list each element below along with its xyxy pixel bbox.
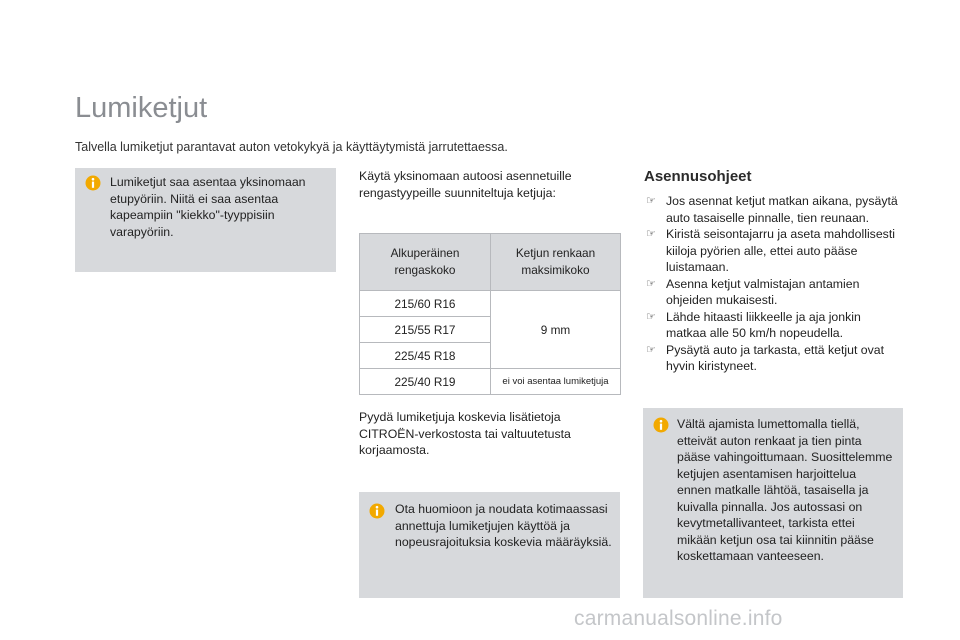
header-max-size: Ketjun renkaan maksimikoko [491,234,621,291]
watermark: carmanualsonline.info [574,607,783,630]
list-item: ☞ Lähde hitaasti liikkeelle ja aja jonkin matkaa alle 50 km/h nopeudella. [646,309,861,340]
tyre-size-cell: 225/45 R18 [360,343,491,369]
pointing-hand-icon: ☞ [646,343,656,356]
max-size-cell: 9 mm [491,291,621,369]
tyre-size-cell: 215/55 R17 [360,317,491,343]
info-text: Ota huomioon ja noudata kotimaassasi annettuja lumiketjujen käyttöä ja nopeusrajoituksia koskevia määräyksiä. [395,502,612,549]
pointing-hand-icon: ☞ [646,195,656,207]
middle-intro: Käytä yksinomaan autoosi asennetuille rengastyypeille suunniteltuja ketjuja: [359,169,572,200]
install-heading: Asennusohjeet [644,168,752,185]
tyre-size-cell: 215/60 R16 [360,291,491,317]
pointing-hand-icon: ☞ [646,277,656,290]
chain-size-table [359,233,621,395]
info-text: Vältä ajamista lumettomalla tiellä, etteivät auton renkaat ja tien pinta pääse vahingoittumaan. Suosittelemme ketjujen asentamisen harjoittelua ennen matkalle lähtöä, tasaisella ja kuivalla pinnalla. Jos autossasi on kevytmetallivanteet, tarkista ettei mikään ketjun osa tai kiinnitin pääse koskettamaan vanteeseen. [677,417,893,563]
pointing-hand-icon: ☞ [646,228,656,240]
pointing-hand-icon: ☞ [646,310,656,323]
intro-text: Talvella lumiketjut parantavat auton vetokykyä ja käyttäytymistä jarrutettaessa. [75,140,508,154]
info-box-front-wheels [75,168,336,272]
not-allowed-cell: ei voi asentaa lumiketjuja [491,369,621,395]
install-steps [644,193,909,375]
list-item: ☞ Asenna ketjut valmistajan antamien ohjeiden mukaisesti. [646,276,860,307]
list-item: ☞ Pysäytä auto ja tarkasta, että ketjut ovat hyvin kiristyneet. [646,342,885,373]
tyre-size-cell: 225/40 R19 [360,369,491,395]
info-box-snowless-roads [643,408,903,598]
header-original-size: Alkuperäinen rengaskoko [360,234,491,291]
list-item: ☞ Kiristä seisontajarru ja aseta mahdollisesti kiiloja pyörien alle, ettei auto pääse luistamaan. [646,227,895,274]
info-icon [369,503,385,519]
info-text: Lumiketjut saa asentaa yksinomaan etupyöriin. Niitä ei saa asentaa kapeampiin "kiekko"-tyyppisiin varapyöriin. [110,175,306,239]
page-title: Lumiketjut [75,92,208,124]
more-info-text: Pyydä lumiketjuja koskevia lisätietoja CITROËN-verkostosta tai valtuutetusta korjaamosta. [359,410,571,457]
info-icon [85,175,101,191]
info-icon [653,417,669,433]
info-box-regulations [359,492,620,598]
list-item: ☞ Jos asennat ketjut matkan aikana, pysäytä auto tasaiselle pinnalle, tien reunaan. [646,194,898,225]
